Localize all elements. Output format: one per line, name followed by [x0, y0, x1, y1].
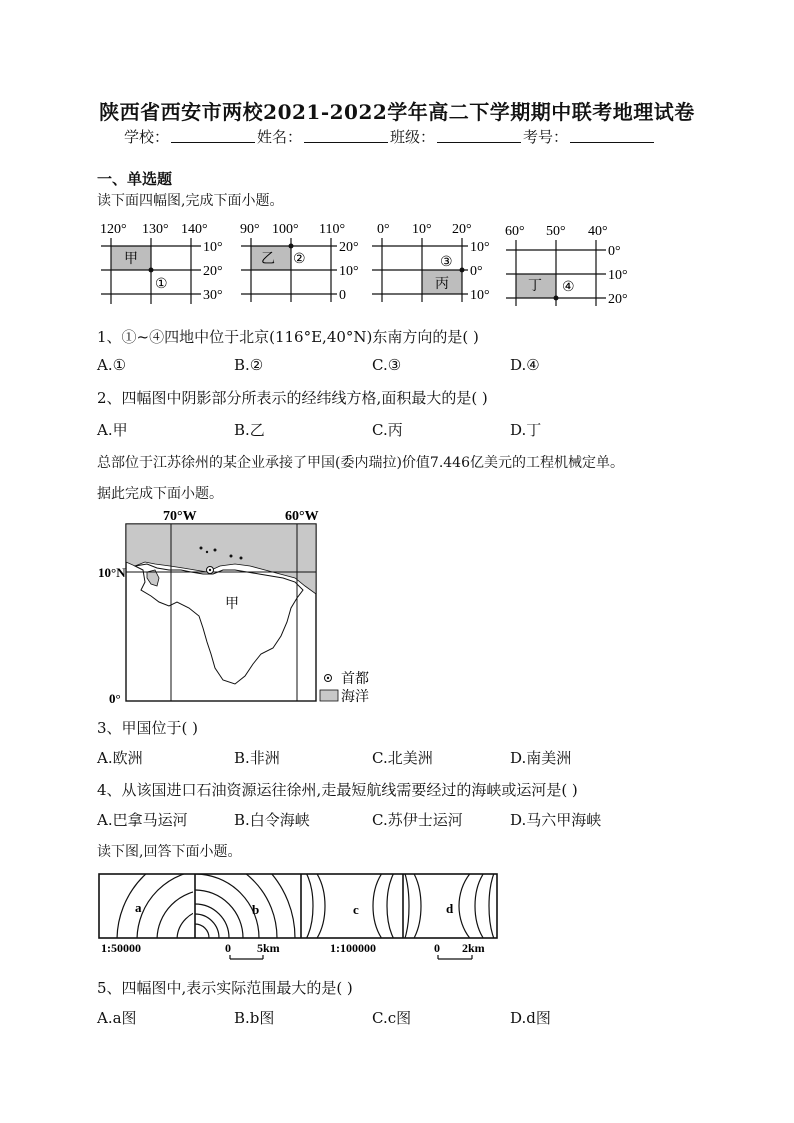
grid-c-lon-2: 10°	[412, 222, 432, 237]
grid-a	[100, 222, 223, 304]
grid-d	[505, 224, 628, 307]
number-blank[interactable]	[570, 126, 654, 143]
grid-d-lon-1: 60°	[505, 224, 525, 239]
q5-option-c[interactable]: C.c图	[372, 1009, 412, 1027]
class-blank[interactable]	[437, 126, 521, 143]
question-4: 4、从该国进口石油资源运往徐州,走最短航线需要经过的海峡或运河是( )	[97, 781, 578, 799]
q3-option-c[interactable]: C.北美洲	[372, 749, 433, 767]
school-label: 学校：	[124, 128, 170, 146]
q2-option-b[interactable]: B.乙	[234, 421, 265, 439]
grid-d-label: 丁	[528, 279, 542, 294]
grid-a-lon-2: 130°	[142, 222, 169, 237]
q4-option-d[interactable]: D.马六甲海峡	[510, 811, 602, 829]
grid-a-lat-3: 30°	[203, 288, 223, 303]
contour-label-a: a	[135, 900, 142, 915]
scale-b: 5km	[257, 941, 280, 955]
grid-a-lon-1: 120°	[100, 222, 127, 237]
grid-b-marker: ②	[293, 252, 306, 267]
grid-a-lat-2: 20°	[203, 264, 223, 279]
grid-a-marker: ①	[155, 277, 168, 292]
class-label: 班级：	[390, 128, 436, 146]
scale-d-zero: 0	[434, 941, 440, 955]
number-label: 考号：	[523, 128, 569, 146]
grid-c-lat-1: 10°	[470, 240, 490, 255]
grid-b-lat-2: 10°	[339, 264, 359, 279]
grid-c	[372, 222, 490, 303]
school-blank[interactable]	[171, 126, 255, 143]
name-label: 姓名：	[257, 128, 303, 146]
grid-a-lon-3: 140°	[181, 222, 208, 237]
question-1: 1、①~④四地中位于北京(116°E,40°N)东南方向的是( )	[97, 328, 479, 346]
grid-c-lat-2: 0°	[470, 264, 483, 279]
venezuela-map	[95, 504, 380, 709]
contour-label-b: b	[252, 902, 260, 917]
q2-option-c[interactable]: C.丙	[372, 421, 403, 439]
q5-option-b[interactable]: B.b图	[234, 1009, 275, 1027]
q4-option-a[interactable]: A.巴拿马运河	[97, 811, 188, 829]
grid-b-lon-1: 90°	[240, 222, 260, 237]
q2-option-d[interactable]: D.丁	[510, 421, 542, 439]
grid-b-lon-2: 100°	[272, 222, 299, 237]
question-5: 5、四幅图中,表示实际范围最大的是( )	[97, 979, 353, 997]
scale-a: 1:50000	[101, 941, 141, 955]
map2-lon-60w: 60°W	[285, 509, 319, 524]
q1-option-d[interactable]: D.④	[510, 356, 540, 374]
contour-label-c: c	[353, 902, 359, 917]
grid-d-marker: ④	[562, 280, 575, 295]
scale-c: 1:100000	[330, 941, 376, 955]
q1-option-b[interactable]: B.②	[234, 356, 264, 374]
q5-option-a[interactable]: A.a图	[97, 1009, 137, 1027]
grid-b	[240, 222, 359, 303]
contour-label-d: d	[446, 901, 454, 916]
grid-d-lat-1: 0°	[608, 244, 621, 259]
grid-c-lat-3: 10°	[470, 288, 490, 303]
grid-b-lon-3: 110°	[319, 222, 346, 237]
grid-b-lat-3: 0	[339, 288, 346, 303]
q4-option-b[interactable]: B.白令海峡	[234, 811, 310, 829]
grid-b-lat-1: 20°	[339, 240, 359, 255]
question-2: 2、四幅图中阴影部分所表示的经纬线方格,面积最大的是( )	[97, 389, 488, 407]
q3-option-b[interactable]: B.非洲	[234, 749, 280, 767]
grid-a-lat-1: 10°	[203, 240, 223, 255]
q3-option-a[interactable]: A.欧洲	[97, 749, 143, 767]
grid-c-lon-3: 20°	[452, 222, 472, 237]
contour-maps-figure	[97, 870, 502, 962]
question-3: 3、甲国位于( )	[97, 719, 199, 737]
map2-lon-70w: 70°W	[163, 509, 197, 524]
grid-d-lat-2: 10°	[608, 268, 628, 283]
intro-text-3: 读下图,回答下面小题。	[97, 844, 242, 860]
grid-b-label: 乙	[261, 252, 275, 267]
map2-lat-10n: 10°N	[98, 565, 126, 580]
grid-d-lon-3: 40°	[588, 224, 608, 239]
q1-option-c[interactable]: C.③	[372, 356, 402, 374]
intro-text-2: 总部位于江苏徐州的某企业承接了甲国(委内瑞拉)价值7.446亿美元的工程机械定单。	[97, 455, 625, 471]
q1-option-a[interactable]: A.①	[97, 356, 127, 374]
q4-option-c[interactable]: C.苏伊士运河	[372, 811, 463, 829]
section-heading: 一、单选题	[97, 170, 173, 188]
grid-c-lon-1: 0°	[377, 222, 390, 237]
student-info-row	[124, 126, 656, 147]
grid-c-label: 丙	[435, 277, 449, 292]
intro-text-2b: 据此完成下面小题。	[97, 486, 223, 502]
scale-b-zero: 0	[225, 941, 231, 955]
exam-title: 陕西省西安市两校2021-2022学年高二下学期期中联考地理试卷	[99, 100, 695, 124]
grid-d-lat-3: 20°	[608, 292, 628, 307]
intro-text-1: 读下面四幅图,完成下面小题。	[97, 193, 284, 209]
q2-option-a[interactable]: A.甲	[97, 421, 128, 439]
q3-option-d[interactable]: D.南美洲	[510, 749, 572, 767]
grid-c-marker: ③	[440, 255, 453, 270]
latlon-grids-figure	[97, 218, 657, 308]
grid-d-lon-2: 50°	[546, 224, 566, 239]
scale-d: 2km	[462, 941, 485, 955]
legend-ocean: 海洋	[341, 690, 369, 705]
q5-option-d[interactable]: D.d图	[510, 1009, 551, 1027]
map2-lat-0: 0°	[109, 691, 121, 706]
name-blank[interactable]	[304, 126, 388, 143]
map2-country-label: 甲	[225, 597, 239, 612]
legend-capital: 首都	[341, 672, 369, 687]
grid-a-label: 甲	[124, 252, 138, 267]
